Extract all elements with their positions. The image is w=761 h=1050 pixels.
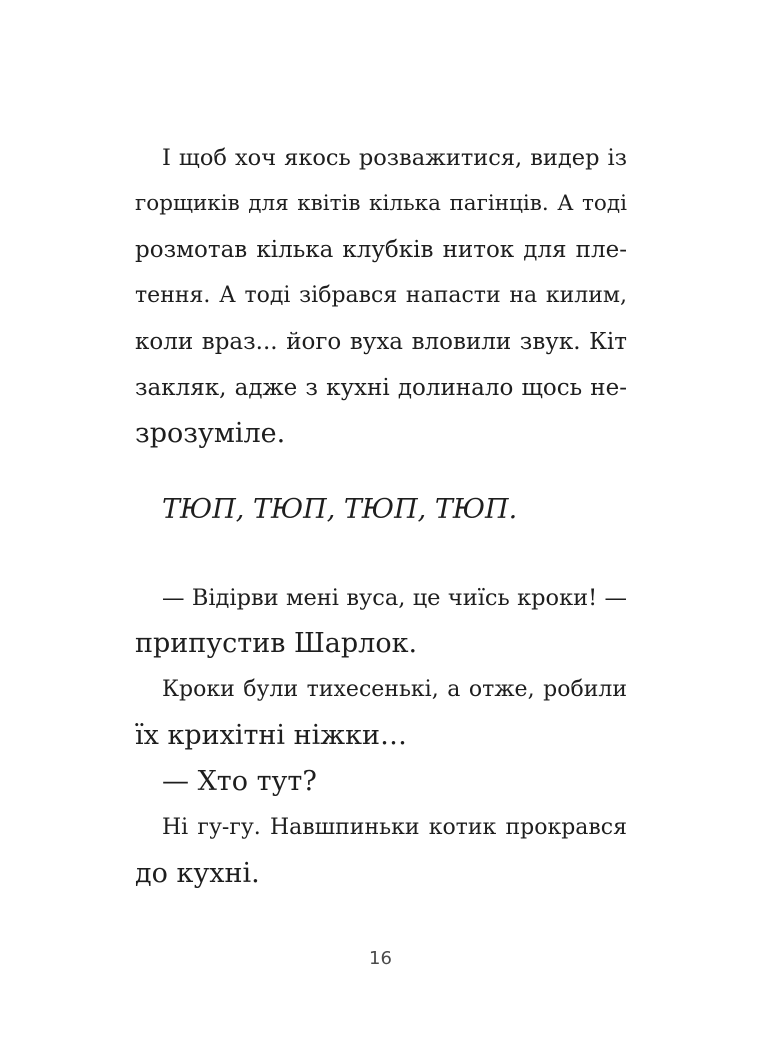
paragraph-line: зрозуміле. [135, 418, 286, 449]
paragraph-line: до кухні. [135, 858, 260, 889]
paragraph-line: тення. А тоді зібрався напасти на килим, [135, 283, 627, 308]
paragraph-line: закляк, адже з кухні долинало щось не- [135, 375, 627, 401]
paragraph-line: І щоб хоч якось розважитися, видер із [162, 145, 627, 171]
dialogue-line: припустив Шарлок. [135, 628, 418, 659]
paragraph-line: Кроки були тихесенькі, а отже, робили [162, 677, 627, 702]
paragraph-line: коли враз... його вуха вловили звук. Кіт [135, 329, 627, 355]
paragraph-line: розмотав кілька клубків ниток для пле- [135, 237, 627, 263]
page-number: 16 [369, 948, 392, 969]
dialogue-line: — Відірви мені вуса, це чиїсь кроки! — [162, 585, 627, 611]
sound-effect-text: ТЮП, ТЮП, ТЮП, ТЮП. [162, 494, 518, 525]
dialogue-line: — Хто тут? [162, 766, 317, 797]
paragraph-line: Ні гу-гу. Навшпиньки котик прокрався [162, 815, 627, 840]
paragraph-line: горщиків для квітів кілька пагінців. А тоді [135, 191, 627, 216]
paragraph-line: їх крихітні ніжки… [135, 720, 407, 751]
